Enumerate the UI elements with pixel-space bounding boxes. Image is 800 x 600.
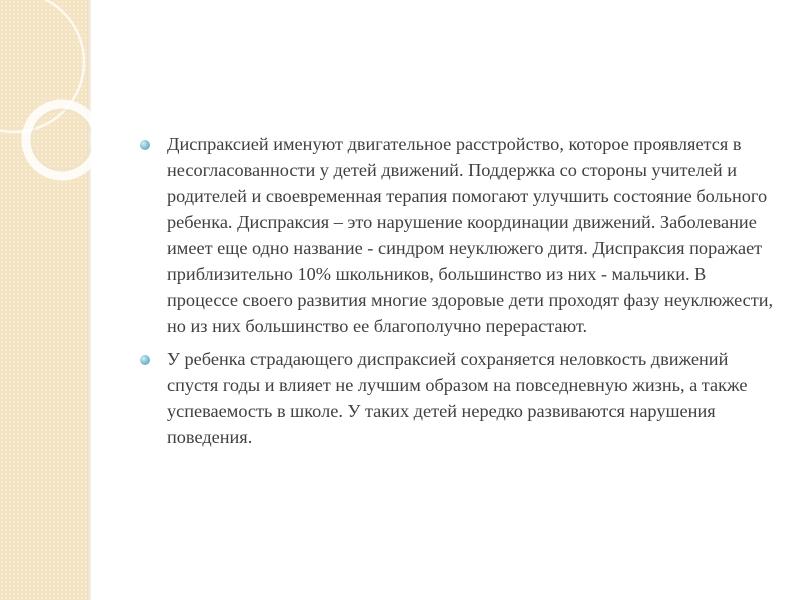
slide-body — [139, 131, 779, 457]
bullet-icon — [140, 355, 150, 365]
decorative-circles — [0, 0, 91, 600]
bullet-text-1: Диспраксией именуют двигательное расстройство, которое проявляется в несогласованности у детей движений. Поддержка со стороны учителей и родителей и своевременная терапия помогают улучшить состояние больного ребенка. Диспраксия – это нарушение координации движений. Заболевание имеет еще одно название - синдром неуклюжего дитя. Диспраксия поражает приблизительно 10% школьников, большинство из них - мальчики. В процессе своего развития многие здоровые дети проходят фазу неуклюжести, но из них большинство ее благополучно перерастают. — [167, 134, 774, 336]
bullet-text-2: У ребенка страдающего диспраксией сохраняется неловкость движений спустя годы и влияет не лучшим образом на повседневную жизнь, а также успеваемость в школе. У таких детей нередко развиваются нарушения поведения. — [167, 349, 748, 447]
bullet-icon — [140, 140, 150, 150]
bullet-item-1 — [139, 131, 779, 339]
bullet-item-2 — [139, 346, 779, 450]
small-decorative-ring-inner — [32, 110, 91, 170]
